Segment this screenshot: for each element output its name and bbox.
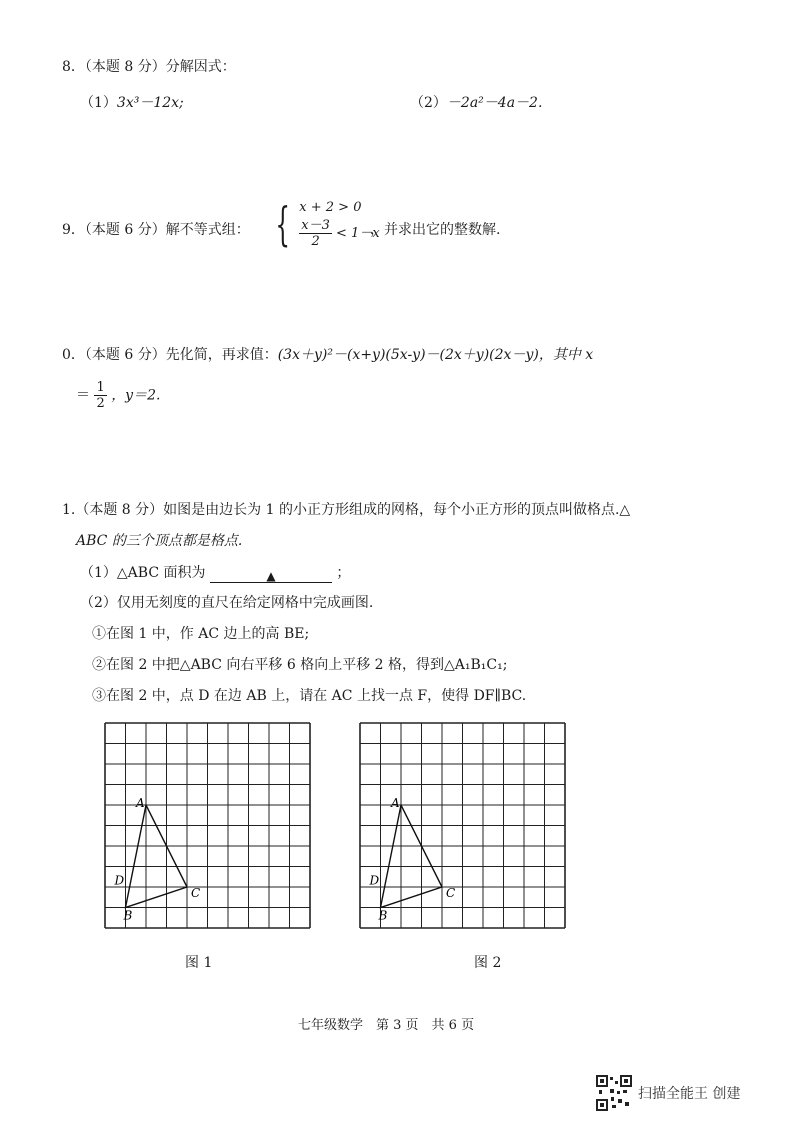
figure-2-label-b: B	[378, 908, 388, 923]
q20-frac-num: 1	[96, 380, 105, 395]
figure-1-caption: 图 1	[185, 955, 213, 971]
q18-part1	[80, 93, 184, 113]
answer-blank	[210, 566, 332, 583]
q20-expr: (3x＋y)²－(x+y)(5x-y)－(2x＋y)(2x－y)，其中 x	[277, 347, 594, 363]
q18-part1-label: （1）	[80, 95, 117, 111]
q18-part2-expr: －2a²－4a－2.	[446, 95, 543, 111]
q21-step1: ①在图 1 中，作 AC 边上的高 BE;	[92, 626, 310, 642]
figure-2-grid-lines	[360, 723, 565, 928]
q21-part1-suffix: ；	[336, 565, 351, 581]
brace-icon: {	[275, 196, 290, 251]
q19-line1: x + 2 > 0	[299, 200, 362, 215]
q18-header: 8．（本题 8 分）分解因式：	[62, 59, 236, 75]
q19-header: 9．（本题 6 分）解不等式组：	[62, 222, 250, 238]
q19-line2-rest: < 1－x	[336, 226, 380, 241]
page-footer: 七年级数学 第 3 页 共 6 页	[298, 1018, 475, 1033]
q21-step2: ②在图 2 中把△ABC 向右平移 6 格向上平移 2 格，得到△A₁B₁C₁;	[92, 657, 508, 673]
q20-frac-den: 2	[96, 396, 105, 411]
q18-part2-label: （2）	[410, 95, 447, 111]
figure-1-label-c: C	[191, 886, 201, 900]
q21-part1-prefix: （1）△ABC 面积为	[80, 565, 206, 581]
q19-inequality-system	[268, 198, 380, 249]
qr-code-icon	[596, 1075, 632, 1111]
figure-2-grid	[355, 718, 575, 938]
q21-line2: ABC 的三个顶点都是格点.	[76, 533, 243, 549]
q19-frac-den: 2	[311, 234, 320, 249]
scanner-brand-label: 扫描全能王 创建	[638, 1086, 741, 1102]
q19-fraction	[299, 218, 332, 249]
figure-1-label-d: D	[114, 873, 125, 888]
figure-2-label-d: D	[369, 873, 380, 888]
figure-2-triangle-abc	[381, 805, 443, 908]
q21-part1	[80, 563, 350, 583]
figure-2-label-a: A	[391, 796, 400, 810]
q20-line1	[62, 345, 593, 365]
figure-2-label-c: C	[446, 886, 456, 900]
q19-frac-num: x－3	[301, 218, 330, 233]
q19-line2	[299, 218, 379, 249]
q18-part2	[410, 93, 542, 113]
q20-line2	[76, 380, 160, 411]
triangle-marker-icon: ▲	[266, 569, 276, 583]
q18-part1-expr: 3x³－12x;	[116, 95, 184, 111]
q21-line1: 1.（本题 8 分）如图是由边长为 1 的小正方形组成的网格，每个小正方形的顶点叫做格点.△	[62, 502, 631, 518]
figure-1-triangle-abc	[126, 805, 188, 908]
q19-system-lines	[299, 198, 379, 249]
q20-header: 0．（本题 6 分）先化简，再求值：	[62, 347, 278, 363]
figure-1-grid-lines	[105, 723, 310, 928]
figure-1-label-a: A	[136, 796, 145, 810]
q21-part2: （2）仅用无刻度的直尺在给定网格中完成画图.	[80, 595, 374, 611]
figure-1-grid	[100, 718, 320, 938]
figure-1-label-b: B	[123, 908, 133, 923]
q20-tail: ，y＝2.	[111, 387, 161, 404]
figure-2-caption: 图 2	[474, 955, 502, 971]
q19-tail: ，并求出它的整数解.	[370, 222, 501, 238]
q21-step3: ③在图 2 中，点 D 在边 AB 上，请在 AC 上找一点 F，使得 DF∥BC.	[92, 688, 527, 704]
q20-fraction	[94, 380, 106, 411]
q20-eq: ＝	[76, 387, 90, 404]
